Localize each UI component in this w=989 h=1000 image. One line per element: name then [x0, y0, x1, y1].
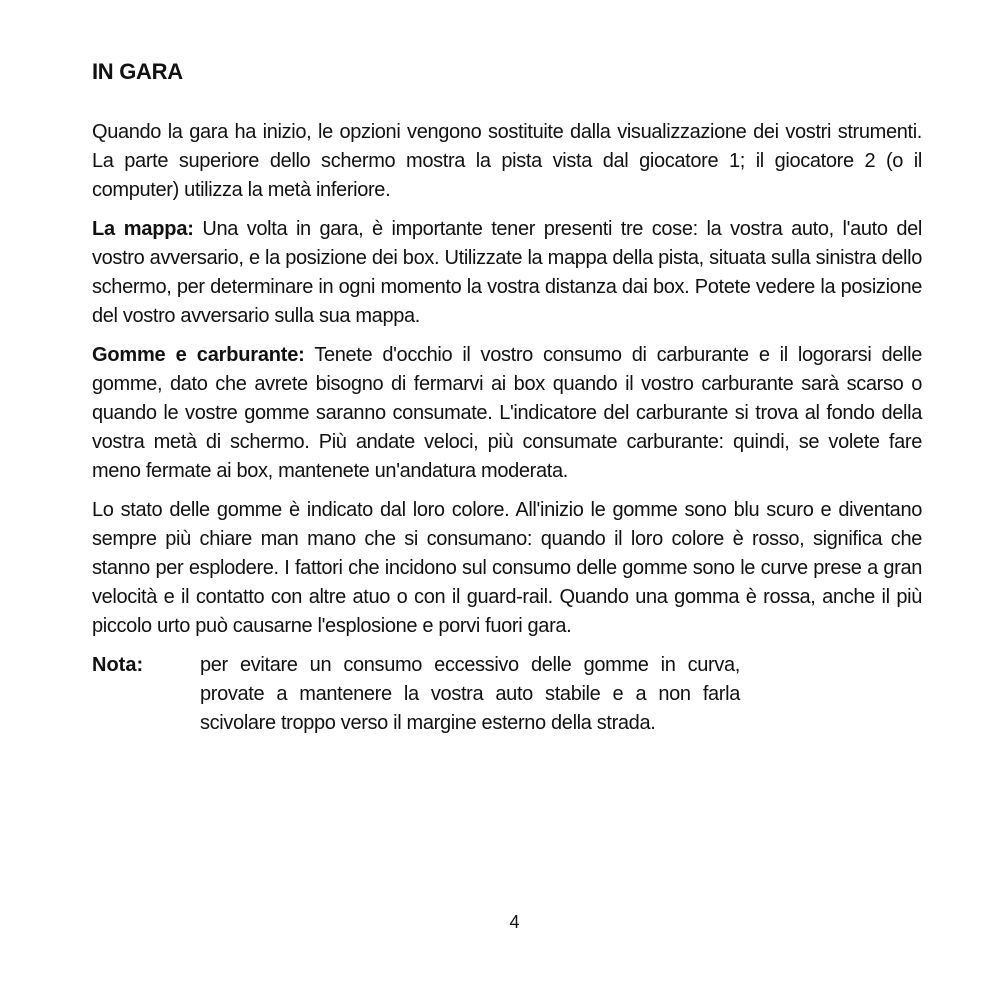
paragraph-map-text: Una volta in gara, è importante tener presenti tre cose: la vostra auto, l'auto del vostro avversario, e la posizione dei box. Utilizzate la mappa della pista, situata sulla sinistra dello schermo, per determinare in ogni momento la vostra distanza dai box. Potete vedere la posizione del vostro avversario sulla sua mappa. — [92, 218, 922, 327]
paragraph-tyre-state-text: Lo stato delle gomme è indicato dal loro colore. All'inizio le gomme sono blu scuro e diventano sempre più chiare man mano che si consumano: quando il loro colore è rosso, significa che stanno per esplodere. I fattori che incidono sul consumo delle gomme sono le curve prese a gran velocità e il contatto con altre atuo o con il guard-rail. Quando una gomma è rossa, anche il più piccolo urto può causarne l'esplosione e porvi fuori gara. — [92, 499, 922, 637]
page-number: 4 — [509, 912, 520, 932]
note-label: Nota: — [92, 654, 144, 676]
section-heading: IN GARA — [92, 59, 183, 84]
paragraph-tyres-fuel — [92, 341, 922, 486]
paragraph-intro-text: Quando la gara ha inizio, le opzioni vengono sostituite dalla visualizzazione dei vostri strumenti. La parte superiore dello schermo mostra la pista vista dal giocatore 1; il giocatore 2 (o il computer) utilizza la metà inferiore. — [92, 121, 922, 201]
paragraph-map — [92, 215, 922, 331]
paragraph-map-lead: La mappa: — [92, 218, 194, 240]
paragraph-intro — [92, 118, 922, 205]
paragraph-tyres-fuel-text: Tenete d'occhio il vostro consumo di carburante e il logorarsi delle gomme, dato che avrete bisogno di fermarvi ai box quando il vostro carburante sarà scarso o quando le vostre gomme saranno consumate. L'indicatore del carburante si trova al fondo della vostra metà di schermo. Più andate veloci, più consumate carburante: quindi, se volete fare meno fermate ai box, mantenete un'andatura moderata. — [92, 344, 922, 482]
note-text: per evitare un consumo eccessivo delle gomme in curva, provate a mantenere la vostra auto stabile e a non farla scivolare troppo verso il margine esterno della strada. — [200, 654, 740, 734]
note-block — [92, 651, 922, 738]
manual-page — [92, 54, 922, 738]
paragraph-tyres-fuel-lead: Gomme e carburante: — [92, 344, 305, 366]
paragraph-tyre-state — [92, 496, 922, 641]
